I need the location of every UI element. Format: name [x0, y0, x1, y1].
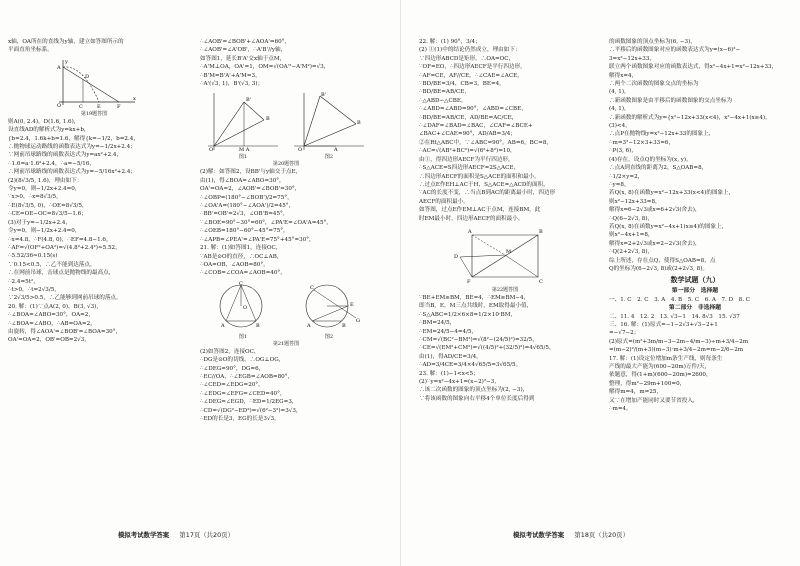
section-title: 数学试题（九）	[670, 275, 720, 285]
text-line: ∠BAC+∠CAE=90°，AD/AB=3/4；	[419, 131, 516, 138]
text-line: ∴5.52/36≈0.15(s)	[8, 253, 58, 260]
right-footer-title: 模拟考试数学答案	[513, 531, 565, 539]
text-line: (2)∵y=x²−4x+1=(x−2)²−3，	[419, 379, 500, 385]
text-line: Q的坐标为(6−2√3, 8)或(2+2√3, 8)。	[609, 265, 708, 272]
text-line: =(m−2)²/(m+3)(m−3)·m+3/4−2m=m−2/6−2m	[609, 347, 744, 354]
text-line: 解得x=6−2√3或x=6+2√3(舍去)，	[609, 207, 701, 214]
text-line: 则A(0, 2.4)，D(1.6, 1.6)，	[8, 118, 80, 125]
text-line: ∴AC=√(AB²+BC²)=√(6²+8²)=10，	[419, 148, 516, 155]
text-line: ∵BD/BE=3/4，CB=3，BE=4，	[419, 81, 505, 88]
figure-21	[200, 280, 372, 332]
text-line: ∴∠ABD=∠ABD=90°，∠ABD=∠CBE，	[419, 106, 527, 113]
text-line: ∴AF=CE，AF//CE，∴∠CAE=∠ACE，	[419, 72, 523, 79]
text-line: ∵BE+EM≥BM，BE=4，∴EM≥BM−4，	[419, 294, 530, 301]
svg-text:C: C	[539, 278, 543, 285]
text-line: 又∵在增加产能同时又要节省投入，	[609, 397, 699, 404]
text-line: 由旋转，得∠AOA'=∠BOB'=∠BOA=30°，	[8, 328, 122, 335]
text-line: 若Q(x, 8)在函数y=x²−4x+1(x≥4)的图象上，	[609, 223, 728, 230]
figure-19-caption: 第19题答图	[80, 110, 108, 117]
text-line: ∴y=8，	[609, 181, 630, 188]
col4-text-bottom	[609, 313, 781, 414]
text-line: ∴t>0，∴t=2√3/5，	[8, 286, 60, 293]
text-line: 整理，得m²−29m+100=0，	[609, 380, 686, 387]
text-line: AECF的面积最小。	[419, 198, 469, 205]
text-line: ∴S△ACE=S四边形AECF=2S△ACE，	[419, 165, 520, 172]
svg-text:B: B	[539, 228, 543, 235]
text-line: 令y=0，则−1/2x+2.4=0，	[8, 186, 81, 193]
right-footer-page-number: 第18页（共20页）	[574, 531, 629, 539]
figure-20-graph-1	[204, 90, 282, 152]
text-line: 由(1)，得AD/CE=3/4，	[419, 353, 482, 360]
svg-text:B: B	[357, 120, 361, 127]
figure-21-circle-1	[208, 280, 278, 332]
text-line: 由(1)，得∠BOA=∠ABO=30°，	[200, 177, 285, 184]
text-line: ②在Rt△ABC中，∵∠ABC=90°，AB=6，BC=8，	[419, 139, 553, 146]
text-line: ∴m=3²−12×3+33=6，	[609, 139, 675, 146]
text-line: OA'=OA=2，OB'=OB=2√3，	[8, 337, 90, 344]
svg-text:G: G	[356, 317, 360, 324]
text-line: ∴BM=24/5，	[419, 320, 456, 327]
text-line: ∴1.6=a·1.6²+2.4，∴a=−5/16，	[8, 160, 95, 167]
text-line: 20. 解：(1)∵点A(2, 0)，B(3, √3)，	[8, 303, 102, 310]
text-line: 则x²−4x+1=8，	[609, 232, 654, 239]
text-line: ∵2√3/5>0.5，∴乙能够到网前吊球的落点。	[8, 295, 122, 302]
svg-text:C: C	[310, 284, 314, 291]
svg-text:D: D	[454, 253, 459, 260]
col2-text-bottom	[200, 168, 372, 277]
svg-text:C: C	[79, 103, 83, 109]
text-line: ∴BD/BE=AB/CE，AD/BE=AC/CE，	[419, 114, 518, 121]
text-line: ∴∠OBP=(180°−∠BOB')/2=75°，	[200, 194, 293, 201]
left-page-column-2	[200, 38, 372, 528]
text-line: ∵AB是⊙O的直径，∴OC⊥AB，	[200, 253, 283, 260]
svg-text:x: x	[133, 95, 136, 102]
text-line: (4)存在，设点Q的坐标为(x, y)，	[609, 156, 692, 163]
right-page	[400, 0, 800, 566]
svg-text:O: O	[298, 147, 303, 153]
figure-20-graph-2	[290, 90, 368, 152]
text-line: ∴∠CED=∠EDG=20°，	[200, 382, 264, 389]
part-two-heading: 第二部分 非选择题	[668, 305, 722, 312]
svg-text:B: B	[256, 322, 260, 329]
svg-text:B': B'	[321, 92, 327, 99]
text-line: ∴∠COB=∠COA=∠AOB=40°，	[200, 270, 286, 277]
text-line: x轴，OA所在的直线为y轴，建立如答图所示的	[8, 39, 124, 45]
left-page-footer	[118, 530, 234, 539]
text-line: 平面直角坐标系。	[8, 47, 53, 54]
figure-20-label-1: 图1	[238, 154, 248, 161]
text-line: ∴Q(6−2√3, 8)，	[609, 215, 654, 222]
part-one-heading: 第一部分 选择题	[671, 288, 719, 295]
text-line: ∴1/2×y=2，	[609, 173, 644, 180]
text-line: 17. 解：(1)设定位增加m条生产线，则每条生	[609, 355, 723, 362]
text-line: 解得x=4，	[609, 72, 638, 79]
text-line: (2)如答图2，连接OC，	[200, 348, 260, 355]
figure-22-caption: 第22题答图	[491, 286, 519, 293]
text-line: ∴A'(√3, 1)，B'(√3, 3)；	[200, 81, 264, 88]
text-line: ∴P(3, 6)，	[609, 148, 637, 155]
svg-text:A: A	[57, 64, 61, 71]
text-line: ∴S△ABC=1/2×6×8=1/2×10·BM，	[419, 311, 517, 318]
text-line: {b=2.4，1.6k+b=1.6，解得{k=−1/2，b=2.4，	[8, 135, 139, 142]
text-line: ∴A'M⊥OA，OA'=1，OM=√(OA'²−A'M²)=√3，	[200, 64, 330, 71]
text-line: ∴∠BOA=∠ABO，∴AB=OA=2，	[8, 320, 96, 327]
text-line: (4, 1)，	[609, 106, 630, 113]
svg-text:M A: M A	[239, 147, 250, 153]
text-line: ∴在网前吊球，击球点是抛物线的最高点，	[8, 270, 115, 277]
choice-answers: 一、1. C 2. C 3. A 4. B 5. C 6. A 7. D 8. C	[609, 296, 751, 303]
text-line: ∴过点E作EH⊥AC于H，S△ACE=△ACD的面积，	[419, 181, 549, 188]
text-line: 解得m=4，m=25，	[609, 389, 663, 396]
text-line: ∴点P在抛物线y=x²−12x+33的图象上，	[609, 131, 715, 138]
col3-text-bottom	[419, 294, 591, 403]
text-line: ∴∠OEB=180°−60°−45°=75°，	[200, 228, 289, 235]
svg-text:B: B	[342, 322, 346, 329]
text-line: ∴EM=24/5−4=4/5，	[419, 328, 478, 335]
text-line: ∵将该函数的图象向右平移4个单位长度后得到	[419, 395, 535, 402]
text-line: ∵四边形ABCD是矩形，∴OA=OC，	[419, 55, 515, 62]
text-line: ∴抛物球运动路线的函数表达式为y=−1/2x+2.4；	[8, 144, 136, 151]
text-line: 设直线AD的解析式为y=kx+b，	[8, 127, 90, 134]
text-line: ∴EC//OA，∴∠EGB=∠AOB=80°，	[200, 373, 294, 380]
text-line: ∴∠OA'A=(180°−∠AOA')/2=45°，	[200, 203, 295, 210]
text-line: (2)解：如答图2，设BB'与y轴交于点E，	[200, 169, 302, 176]
left-footer-page-number: 第17页（共20页）	[179, 531, 234, 539]
text-line: ∴CD=√(DG²−ED²)=√(6²−3²)=3√3，	[200, 407, 302, 414]
text-line: (3)<4，	[609, 123, 631, 130]
text-line: 三、16. 解：(1)原式=−1−2√3+√3−2+1	[609, 322, 718, 328]
text-line: 二、11. 4 12. 2 13. √3−1 14. 8√3 15. √37	[609, 313, 740, 320]
intro-block	[8, 38, 180, 55]
text-line: 综上所述，存在点Q，使得S△OAB=8，点	[609, 257, 716, 264]
col1-text	[8, 118, 180, 345]
figure-21-label-1: 图1	[238, 333, 248, 340]
text-line: ∴E(8√3/5, 0)，∴OE=8√3/5，	[8, 202, 88, 209]
text-line: ∴四边形AECF的面积是S△ACE的面积和最小。	[419, 173, 540, 180]
text-line: ∵x>0，∴x=8√3/5，	[8, 194, 62, 201]
text-line: ∴BB'=OB'=2√3，∠OB'B=45°，	[200, 211, 289, 218]
text-line: ∵∠BOE=90°−30°=60°，∠PA'E=∠OA'A=45°，	[200, 219, 332, 226]
text-line: OA'=OA=2，∠AOB'=∠BOB'=30°，	[200, 186, 301, 193]
text-line: 时EM最小时，四边形AECF的面积最小。	[419, 215, 524, 222]
svg-text:E: E	[97, 103, 101, 109]
svg-text:B': B'	[246, 97, 252, 104]
text-line: ∴AF=√(OF²+OA²)=√(4.8²+2.4²)≈5.52，	[8, 244, 121, 251]
text-line: 如答图，过点E作EM⊥AC于点M，连接BM，此	[419, 207, 541, 214]
text-line: ∴ED的长是3，EG的长是3√3。	[200, 415, 280, 422]
text-line: ∴∠BOA=∠ABO=30°，OA=2，	[8, 312, 94, 319]
col2-text-end	[200, 348, 372, 424]
figure-21-labels	[200, 334, 372, 341]
figure-20	[200, 90, 372, 152]
text-line: ∴新函数图象是由平移后的函数图象的交点坐标为	[609, 97, 733, 104]
text-line: ∴网前吊球路线的函数表达式为y=−5/16x²+2.4；	[8, 169, 136, 176]
svg-text:F: F	[117, 103, 121, 109]
text-line: ∴新函数的解析式为y={x²−12x+33(x<4)，x²−4x+1(x≥4)，	[609, 114, 771, 121]
text-line: ∴△ABD∽△CBE，	[419, 97, 467, 104]
svg-text:y: y	[65, 58, 68, 65]
text-line: ∴AD=3/4CE=3/4×4√65/5=3√65/5。	[419, 362, 522, 369]
text-line: 的函数图象的顶点坐标为(6, −3)，	[609, 39, 696, 45]
right-page-footer	[513, 530, 629, 539]
svg-text:M: M	[506, 248, 512, 255]
text-line: ∵AC的长度不变，∴当点B到AC的距离最小时，四边形	[419, 190, 556, 197]
text-line: 若Q(x, 8)在函数y=x²−12x+33(x<4)的图象上，	[609, 190, 735, 197]
text-line: ∴∠DEG=∠EGD，∴ED=1/2EG=3，	[200, 399, 298, 406]
text-line: ∴m=4。	[609, 406, 632, 413]
text-line: ∴B'M=B'A'+A'M=3，	[200, 72, 261, 79]
text-line: 联立两个函数图象对应的函数表达式，得x²−4x+1=x²−12x+33，	[609, 64, 778, 71]
text-line: ∵OF=EO，∴四边形AECF是平行四边形，	[419, 64, 526, 71]
svg-text:C: C	[239, 280, 243, 287]
figure-19-diagram	[49, 57, 139, 109]
col2-text-top	[200, 38, 372, 88]
text-line: ∴∠EDG=∠EFG=∠CED=40°，	[200, 390, 286, 397]
svg-text:A: A	[221, 322, 225, 329]
figure-20-label-2: 图2	[324, 154, 334, 161]
text-line: ∵网前吊球路线的函数表达式为y=ax²+2.4，	[8, 152, 123, 159]
text-line: 则x²−12x+33=8，	[609, 198, 661, 205]
text-line: 21. 解：(1)如答图1，连接OC，	[200, 245, 282, 252]
svg-text:O: O	[209, 147, 214, 153]
figure-22-diagram	[450, 225, 560, 285]
text-line: (2)原式=(m²+3m/m−3−2m−4/m−3)÷m+3/4−2m	[609, 338, 749, 345]
col4-text-top	[609, 38, 781, 273]
text-line: ∴CE=√(EM²+CM²)=√((4/5)²+(32/5)²)=4√65/5，	[419, 345, 555, 352]
svg-text:B: B	[266, 116, 270, 123]
svg-text:O: O	[57, 102, 62, 109]
text-line: ∴∠DEG=90°，DG=6，	[200, 365, 265, 372]
text-line: ∴∠AOB'=∠A'OB'，∴A'B'//y轴，	[200, 47, 287, 54]
figure-22	[419, 225, 591, 285]
text-line: ∴x=4.8，∴F(4.8, 0)，∴EF=4.8−1.6，	[8, 236, 112, 243]
left-footer-title: 模拟考试数学答案	[118, 531, 170, 539]
text-line: ∵0.15<0.5，∴乙不能到达落点，	[8, 261, 96, 268]
right-page-column-1	[419, 38, 591, 528]
text-line: ∴该二次函数的图象的顶点坐标为(2, −3)，	[419, 387, 529, 394]
text-line: (3)对于y=−1/2x+2.4，	[8, 219, 71, 226]
text-line: 解得x=2+2√3或x=2−2√3(舍去)，	[609, 240, 701, 247]
text-line: 3=x²−12x+33，	[609, 55, 656, 62]
text-line: 依题意，得(1+m)(600−20m)=2600，	[609, 372, 712, 379]
text-line: =−√7−2；	[609, 330, 640, 337]
text-line: ∴两个二次函数的图象交点的坐标为	[609, 81, 699, 88]
text-line: 产线的最大产能为(600−20m)万件/天，	[609, 364, 711, 371]
svg-text:E: E	[350, 301, 354, 308]
figure-21-caption: 第21题答图	[272, 340, 300, 347]
text-line: ∴BD/BE=AB/CE，	[419, 89, 470, 96]
svg-text:F: F	[467, 278, 471, 285]
text-line: 如答图1，延长B'A'交x轴于点M，	[200, 55, 286, 62]
text-line: ∴点A到直线的距离为2，S△OAB=8，	[609, 165, 708, 172]
figure-21-label-2: 图2	[324, 333, 334, 340]
svg-text:D: D	[85, 73, 90, 80]
svg-text:A: A	[307, 322, 311, 329]
text-line: 22. 解：(1) 90°，3/4；	[419, 39, 481, 45]
text-line: ∴CM=√(BC²−BM²)=√(8²−(24/5)²)=32/5，	[419, 336, 538, 343]
text-line: ∴CE=OE−OC=8√3/5−1.6；	[8, 211, 87, 218]
text-line: ∴DG是⊙O的切线，∴OG⊥OG，	[200, 357, 285, 364]
text-line: ∴∠APB=∠PEA'=∠PA'E=75°+45°=30°，	[200, 236, 315, 243]
text-line: (2) ①(1)中的结论仍然成立，理由如下：	[419, 47, 521, 54]
text-line: ∴∠DAF=∠BAD=∠BAC，∠CAF=∠BCE+	[419, 123, 533, 130]
text-line: 由①，得四边形AECF为平行四边形，	[419, 156, 514, 163]
text-line: ∴平移后的函数图象对应的函数表达式为y=(x−6)²−	[609, 47, 741, 54]
text-line: 23. 解：(1)−1<x<5；	[419, 370, 479, 377]
svg-text:A: A	[468, 228, 472, 235]
text-line: ∴∠AOB'=∠BOB'+∠AOA'=60°，	[200, 39, 291, 45]
text-line: (2)(8√3/5, 1.6)，理由如下：	[8, 177, 83, 184]
figure-20-caption: 第20题答图	[272, 161, 300, 168]
text-line: ∴Q(2+2√3, 8)，	[609, 249, 654, 256]
col3-text-top	[419, 38, 591, 223]
figure-19	[8, 57, 180, 109]
svg-text:O: O	[243, 304, 248, 311]
svg-text:A: A	[334, 147, 338, 153]
text-line: 令y=0，则−1/2x+2.4=0，	[8, 228, 81, 235]
left-page-column-1	[8, 38, 180, 528]
right-page-column-2	[609, 38, 781, 528]
figure-21-circle-2	[294, 280, 364, 332]
text-line: (4, 1)，	[609, 89, 630, 96]
text-line: ∴OA=OB，∠AOB=80°，	[200, 261, 269, 268]
text-line: 即当B，E，M三点共线时，EM取得最小值，	[419, 303, 533, 310]
text-line: ∴2.4=5t²，	[8, 278, 39, 285]
